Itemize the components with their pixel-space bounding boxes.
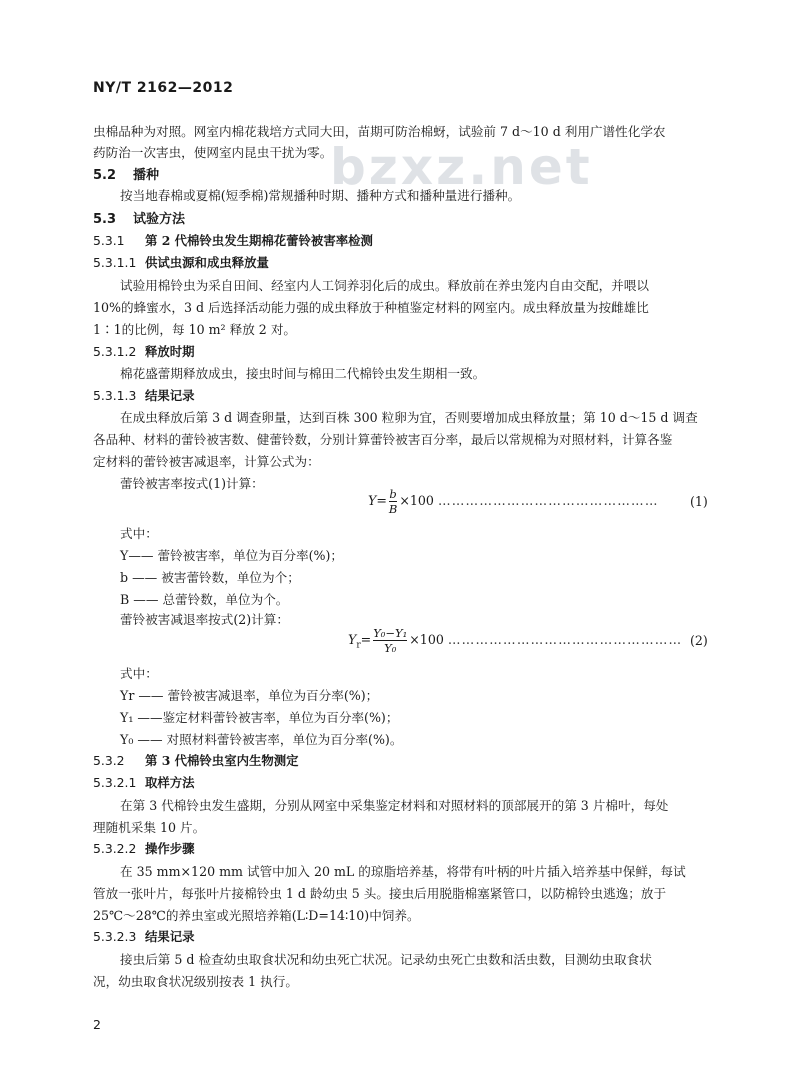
subsection-heading — [93, 839, 195, 857]
denominator: Y₀ — [373, 640, 407, 655]
section-title: 取样方法 — [145, 775, 195, 790]
section-title: 结果记录 — [145, 929, 195, 944]
page-number: 2 — [93, 1017, 101, 1032]
section-title: 操作步骤 — [145, 841, 195, 856]
paragraph-line: 蕾铃被害减退率按式(2)计算： — [120, 612, 289, 627]
leader-dots: …………………………………………… — [447, 632, 683, 647]
equals-sign: = — [360, 632, 372, 647]
where-label: 式中： — [120, 526, 158, 541]
subsection-heading — [93, 751, 299, 769]
section-number: 5.3.1 — [93, 233, 125, 248]
paragraph-line: 定材料的蕾铃被害减退率，计算公式为： — [93, 454, 320, 469]
paragraph-line: 在 35 mm×120 mm 试管中加入 20 mL 的琼脂培养基，将带有叶柄的叶片插入培养基中保鲜，每试 — [120, 864, 686, 879]
definition-line: B —— 总蕾铃数，单位为个。 — [120, 592, 289, 607]
section-title: 释放时期 — [145, 344, 195, 359]
definition-line: Y₀ —— 对照材料蕾铃被害率，单位为百分率(%)。 — [120, 732, 403, 747]
paragraph-line: 虫棉品种为对照。网室内棉花栽培方式同大田，苗期可防治棉蚜，试验前 7 d～10 d 利用广谱性化学农 — [93, 124, 666, 139]
paragraph-line: 25℃～28℃的养虫室或光照培养箱(L∶D=14∶10)中饲养。 — [93, 908, 420, 923]
formula-1 — [368, 487, 659, 516]
section-number: 5.3.2.1 — [93, 775, 137, 790]
section-number: 5.3.1.3 — [93, 388, 137, 403]
subsection-heading — [93, 231, 373, 249]
formula-lhs: Y — [348, 632, 357, 647]
formula-rhs: ×100 — [399, 493, 434, 508]
standard-number: NY/T 2162—2012 — [93, 80, 234, 96]
definition-line: Y₁ ——鉴定材料蕾铃被害率，单位为百分率(%)； — [120, 710, 399, 725]
definition-line: Yr —— 蕾铃被害减退率，单位为百分率(%)； — [120, 688, 379, 703]
numerator: Y₀−Y₁ — [373, 626, 408, 640]
subsection-heading — [93, 253, 269, 271]
paragraph-line: 药防治一次害虫，使网室内昆虫干扰为零。 — [93, 145, 333, 160]
paragraph-line: 况，幼虫取食状况级别按表 1 执行。 — [93, 974, 298, 989]
subsection-heading — [93, 342, 195, 360]
section-heading — [93, 164, 159, 183]
section-title: 第 2 代棉铃虫发生期棉花蕾铃被害率检测 — [145, 233, 373, 248]
paragraph-line: 棉花盛蕾期释放成虫，接虫时间与棉田二代棉铃虫发生期相一致。 — [120, 366, 486, 381]
section-number: 5.3.2.2 — [93, 841, 137, 856]
subsection-heading — [93, 386, 195, 404]
section-title: 试验方法 — [133, 212, 186, 227]
definition-line: b —— 被害蕾铃数，单位为个； — [120, 570, 300, 585]
denominator: B — [388, 502, 398, 516]
section-number: 5.3.1.1 — [93, 255, 137, 270]
section-number: 5.3.2.3 — [93, 929, 137, 944]
paragraph-line: 蕾铃被害率按式(1)计算： — [120, 476, 264, 491]
paragraph-line: 按当地春棉或夏棉(短季棉)常规播种时期、播种方式和播种量进行播种。 — [120, 188, 521, 203]
paragraph-line: 10%的蜂蜜水，3 d 后选择活动能力强的成虫释放于种植鉴定材料的网室内。成虫释放量为按雌雄比 — [93, 300, 649, 315]
formula-number: (1) — [690, 494, 708, 509]
section-title: 播种 — [133, 168, 160, 183]
formula-lhs-subscript: r — [356, 640, 361, 651]
paragraph-line: 1∶1的比例，每 10 m² 释放 2 对。 — [93, 322, 297, 337]
section-number: 5.3.2 — [93, 753, 125, 768]
subsection-heading — [93, 773, 195, 791]
leader-dots: ………………………………………… — [437, 493, 659, 508]
formula-2 — [348, 626, 682, 655]
fraction — [373, 626, 407, 655]
paragraph-line: 在第 3 代棉铃虫发生盛期，分别从网室中采集鉴定材料和对照材料的顶部展开的第 3 片棉叶，每处 — [120, 798, 669, 813]
section-heading — [93, 208, 185, 227]
paragraph-line: 各品种、材料的蕾铃被害数、健蕾铃数，分别计算蕾铃被害百分率，最后以常规棉为对照材料，计算各鉴 — [93, 432, 673, 447]
fraction — [389, 487, 397, 516]
paragraph-line: 接虫后第 5 d 检查幼虫取食状况和幼虫死亡状况。记录幼虫死亡虫数和活虫数，目测幼虫取食状 — [120, 952, 652, 967]
paragraph-line: 试验用棉铃虫为采自田间、经室内人工饲养羽化后的成虫。释放前在养虫笼内自由交配，并喂以 — [120, 278, 649, 293]
section-title: 第 3 代棉铃虫室内生物测定 — [145, 753, 299, 768]
paragraph-line: 管放一张叶片，每张叶片接棉铃虫 1 d 龄幼虫 5 头。接虫后用脱脂棉塞紧管口，以防棉铃虫逃逸；放于 — [93, 886, 667, 901]
paragraph-line: 理随机采集 10 片。 — [93, 820, 206, 835]
section-number: 5.3.1.2 — [93, 344, 137, 359]
paragraph-line: 在成虫释放后第 3 d 调查卵量，达到百株 300 粒卵为宜，否则要增加成虫释放量；第 10 d～15 d 调查 — [120, 410, 698, 425]
watermark: bzxz.net — [330, 138, 593, 196]
formula-rhs: ×100 — [409, 632, 444, 647]
where-label: 式中： — [120, 666, 158, 681]
section-number: 5.2 — [93, 168, 117, 183]
definition-line: Y—— 蕾铃被害率，单位为百分率(%)； — [120, 548, 344, 563]
subsection-heading — [93, 927, 195, 945]
section-number: 5.3 — [93, 212, 117, 227]
section-title: 结果记录 — [145, 388, 195, 403]
numerator: b — [389, 487, 397, 501]
section-title: 供试虫源和成虫释放量 — [145, 255, 269, 270]
formula-number: (2) — [690, 633, 708, 648]
formula-lhs: Y= — [368, 493, 387, 508]
